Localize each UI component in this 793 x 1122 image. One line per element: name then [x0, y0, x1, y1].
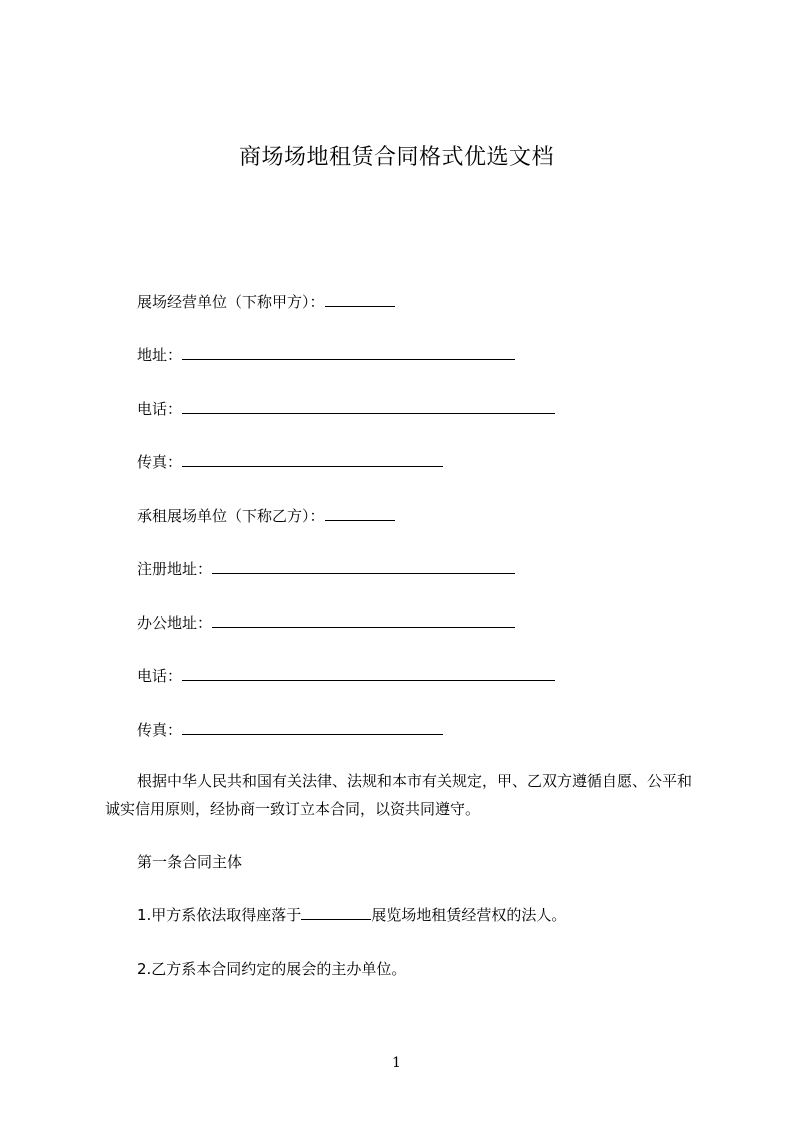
party-b-fax-line: [137, 719, 443, 741]
party-a-fax-blank[interactable]: [182, 451, 443, 467]
location-blank[interactable]: [301, 904, 371, 920]
party-a-address-label: 地址：: [137, 346, 183, 364]
party-b-name-label: 承租展场单位（下称乙方）：: [137, 507, 325, 525]
party-a-address-blank[interactable]: [182, 344, 515, 360]
article-1-heading: 第一条合同主体: [137, 853, 243, 871]
party-a-fax-label: 传真：: [137, 453, 183, 471]
party-a-phone-line: [137, 398, 555, 420]
preamble-paragraph: 根据中华人民共和国有关法律、法规和本市有关规定，甲、乙双方遵循自愿、公平和诚实信用原则，经协商一致订立本合同，以资共同遵守。: [105, 772, 693, 818]
party-b-phone-line: [137, 665, 555, 687]
article-1-item-1-before: 1.甲方系依法取得座落于: [137, 906, 302, 924]
party-a-phone-label: 电话：: [137, 400, 183, 418]
party-b-office-address-label: 办公地址：: [137, 614, 213, 632]
party-a-address-line: [137, 344, 515, 366]
party-b-registered-address-label: 注册地址：: [137, 560, 213, 578]
party-b-name-blank[interactable]: [325, 505, 395, 521]
party-a-name-line: [137, 291, 395, 313]
article-1-item-2: 2.乙方系本合同约定的展会的主办单位。: [137, 960, 407, 978]
party-b-registered-address-blank[interactable]: [212, 558, 515, 574]
article-1-item-1: [137, 904, 566, 926]
document-title: 商场场地租赁合同格式优选文档: [238, 145, 554, 170]
party-b-fax-blank[interactable]: [182, 719, 443, 735]
page-number: 1: [392, 1055, 401, 1071]
party-b-fax-label: 传真：: [137, 721, 183, 739]
party-a-name-blank[interactable]: [325, 291, 395, 307]
party-b-registered-address-line: [137, 558, 515, 580]
party-b-office-address-line: [137, 612, 515, 634]
party-a-phone-blank[interactable]: [182, 398, 555, 414]
party-b-phone-label: 电话：: [137, 667, 183, 685]
party-a-name-label: 展场经营单位（下称甲方）：: [137, 293, 325, 311]
party-b-office-address-blank[interactable]: [212, 612, 515, 628]
party-a-fax-line: [137, 451, 443, 473]
party-b-name-line: [137, 505, 395, 527]
party-b-phone-blank[interactable]: [182, 665, 555, 681]
article-1-item-1-after: 展览场地租赁经营权的法人。: [371, 906, 567, 924]
